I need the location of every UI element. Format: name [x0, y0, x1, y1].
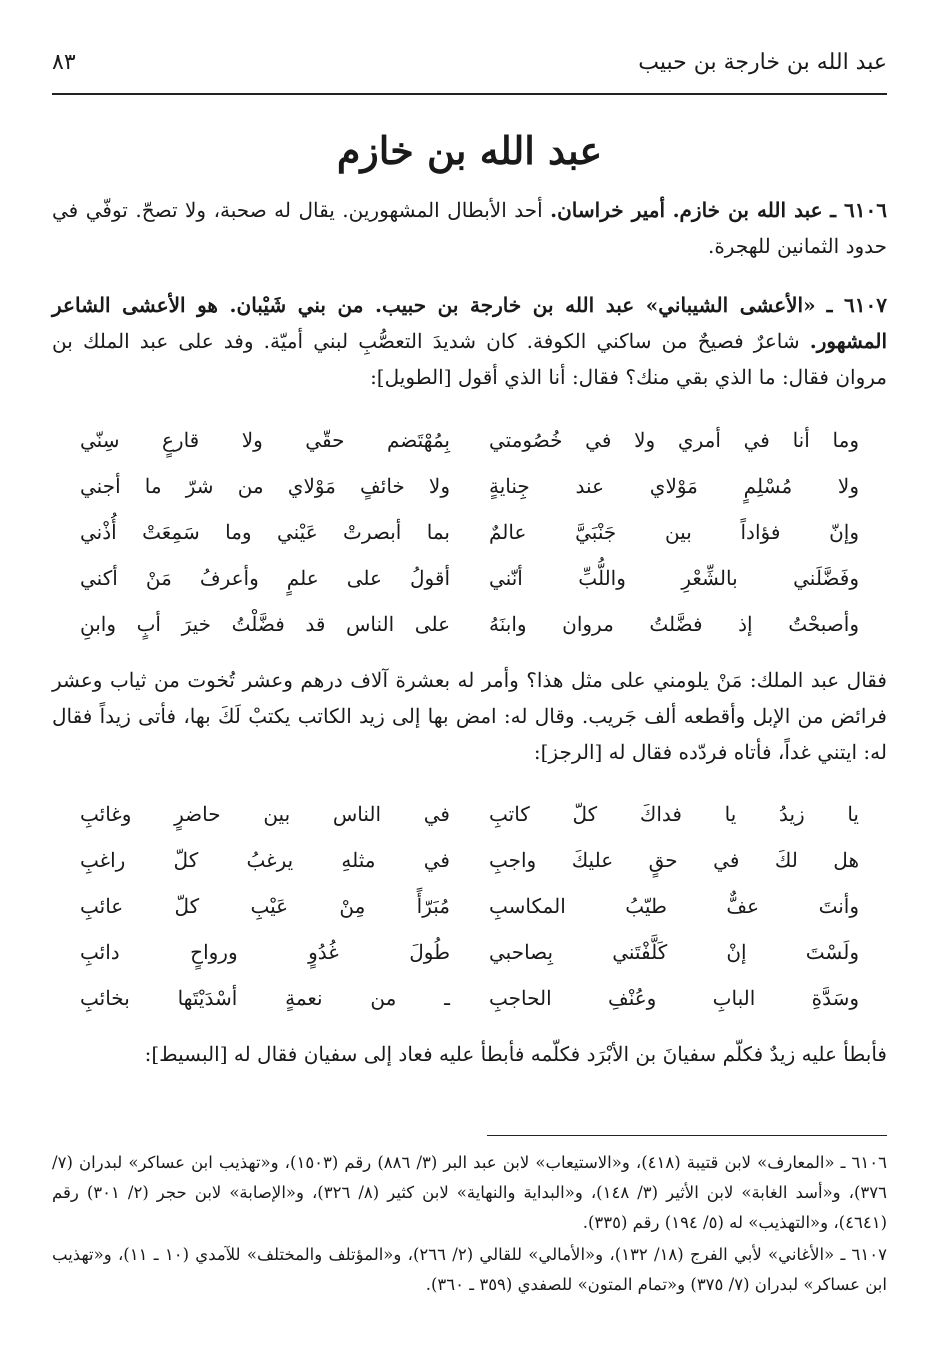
- verse-first-hemistich: وفَضَّلَني بالشِّعْرِ واللُّبِّ أنّني: [489, 566, 859, 590]
- verse-first-hemistich: ولا مُسْلِمٍ مَوْلاي عند جِنايةٍ: [489, 474, 859, 498]
- verse-line: [80, 428, 859, 474]
- verse-line: [80, 894, 859, 940]
- entry-text: أحد الأبطال المشهورين. يقال له صحبة، ولا تصحّ. توفّي في حدود الثمانين للهجرة.: [52, 198, 887, 258]
- verse-second-hemistich: في مثلهِ يرغبُ كلّ راغبِ: [80, 848, 450, 872]
- verse-first-hemistich: ولَسْتَ إنْ كَلَّفْتَني بِصاحبي: [489, 940, 859, 964]
- verse-line: [80, 940, 859, 986]
- entry-name: «الأعشى الشيباني» عبد الله بن خارجة بن حبيب. من بني شَيْبان. هو الأعشى الشاعر المشهور.: [52, 293, 888, 353]
- running-title: عبد الله بن خارجة بن حبيب: [638, 50, 887, 75]
- section-title: عبد الله بن خازم: [336, 128, 603, 173]
- verse-line: [80, 612, 859, 658]
- footnote-6106: ٦١٠٦ ـ «المعارف» لابن قتيبة (٤١٨)، و«الاستيعاب» لابن عبد البر (٣/ ٨٨٦) رقم (١٥٠٣)، و«تهذيب ابن عساكر» لبدران (٧/ ٣٧٦)، و«أسد الغابة» لابن الأثير (٣/ ١٤٨)، و«البداية والنهاية» لابن كثير (٨/ ٣٢٦)، و«الإصابة» لابن حجر (٢/ ٣٠١) رقم (٤٦٤١)، و«التهذيب» له (٥/ ١٩٤) رقم (٣٣٥).: [52, 1153, 888, 1232]
- poem-tawil: [80, 428, 859, 658]
- verse-line: [80, 986, 859, 1032]
- verse-line: [80, 802, 859, 848]
- verse-line: [80, 520, 859, 566]
- footnotes: [52, 1148, 887, 1302]
- entry-title: أمير خراسان.: [550, 198, 666, 222]
- entry-6107: [52, 287, 887, 395]
- entry-number: ٦١٠٦ ـ: [830, 198, 888, 222]
- entry-text: شاعرٌ فصيحٌ من ساكني الكوفة. كان شديدَ التعصُّبِ لبني أميّة. وفد على عبد الملك بن مروان فقال: ما الذي بقي منك؟ فقال: أنا الذي أقول [الطويل]:: [52, 329, 887, 389]
- verse-line: [80, 566, 859, 612]
- verse-first-hemistich: وإنّ فؤاداً بين جَنْبَيَّ عالمٌ: [489, 520, 859, 544]
- footnote-6107: ٦١٠٧ ـ «الأغاني» لأبي الفرج (١٨/ ١٣٢)، و«الأمالي» للقالي (٢/ ٢٦٦)، و«المؤتلف والمختلف» للآمدي (١٠ ـ ١١)، و«تهذيب ابن عساكر» لبدران (٧/ ٣٧٥) و«تمام المتون» للصفدي (٣٥٩ ـ ٣٦٠).: [52, 1245, 887, 1294]
- page-header: [52, 48, 887, 86]
- verse-first-hemistich: وأنتَ عفٌّ طيّبُ المكاسبِ: [489, 894, 859, 918]
- entry-number: ٦١٠٧ ـ: [826, 293, 887, 317]
- verse-second-hemistich: على الناس قد فضَّلْتُ خيرَ أبٍ وابنِ: [80, 612, 450, 636]
- poem-rajaz: [80, 802, 859, 1032]
- verse-second-hemistich: بما أبصرتْ عَيْني وما سَمِعَتْ أُذْني: [80, 520, 450, 544]
- verse-second-hemistich: مُبَرّأً مِنْ عَيْبِ كلّ عائبِ: [80, 894, 450, 918]
- verse-second-hemistich: أقولُ على علمٍ وأعرفُ مَنْ أكني: [80, 566, 450, 590]
- entry-name: عبد الله بن خازم.: [672, 198, 823, 222]
- verse-second-hemistich: ولا خائفٍ مَوْلاي من شرّ ما أجني: [80, 474, 450, 498]
- verse-first-hemistich: يا زيدُ يا فداكَ كلّ كاتبِ: [489, 802, 859, 826]
- paragraph-abdulmalik: فقال عبد الملك: مَنْ يلومني على مثل هذا؟ وأمر له بعشرة آلاف درهم وعشر تُخوت من ثياب وعشر فرائض من الإبل وأقطعه ألف جَريب. وقال له: امض بها إلى زيد الكاتب يكتبْ لَكَ بها، فأتى زيداً فقال له: ايتني غداً، فأتاه فردّده فقال له [الرجز]:: [52, 668, 887, 764]
- entry-6106: [52, 192, 887, 264]
- verse-second-hemistich: طُولَ غُدُوٍ ورواحٍ دائبِ: [80, 940, 450, 964]
- verse-second-hemistich: بِمُهْتَضم حقّي ولا قارعٍ سِنّي: [80, 428, 450, 452]
- verse-first-hemistich: هل لكَ في حقٍ عليكَ واجبِ: [489, 848, 859, 872]
- header-rule: [52, 93, 887, 95]
- footnote-rule: [487, 1135, 887, 1136]
- paragraph-sufyan: فأبطأ عليه زيدٌ فكلّم سفيانَ بن الأبْرَد فكلّمه فأبطأ عليه فعاد إلى سفيان فقال له [البسيط]:: [144, 1042, 887, 1066]
- verse-first-hemistich: وأصبحْتُ إذ فضَّلتُ مروان وابنَهُ: [489, 612, 859, 636]
- verse-second-hemistich: في الناس بين حاضرٍ وغائبِ: [80, 802, 450, 826]
- verse-first-hemistich: وما أنا في أمري ولا في خُصُومتي: [489, 428, 859, 452]
- verse-line: [80, 474, 859, 520]
- verse-first-hemistich: وسَدَّةِ البابِ وعُنْفِ الحاجبِ: [489, 986, 859, 1010]
- page-number: ٨٣: [52, 50, 76, 75]
- verse-line: [80, 848, 859, 894]
- verse-second-hemistich: ـ من نعمةٍ أسْدَيْتَها بخائبِ: [80, 986, 450, 1010]
